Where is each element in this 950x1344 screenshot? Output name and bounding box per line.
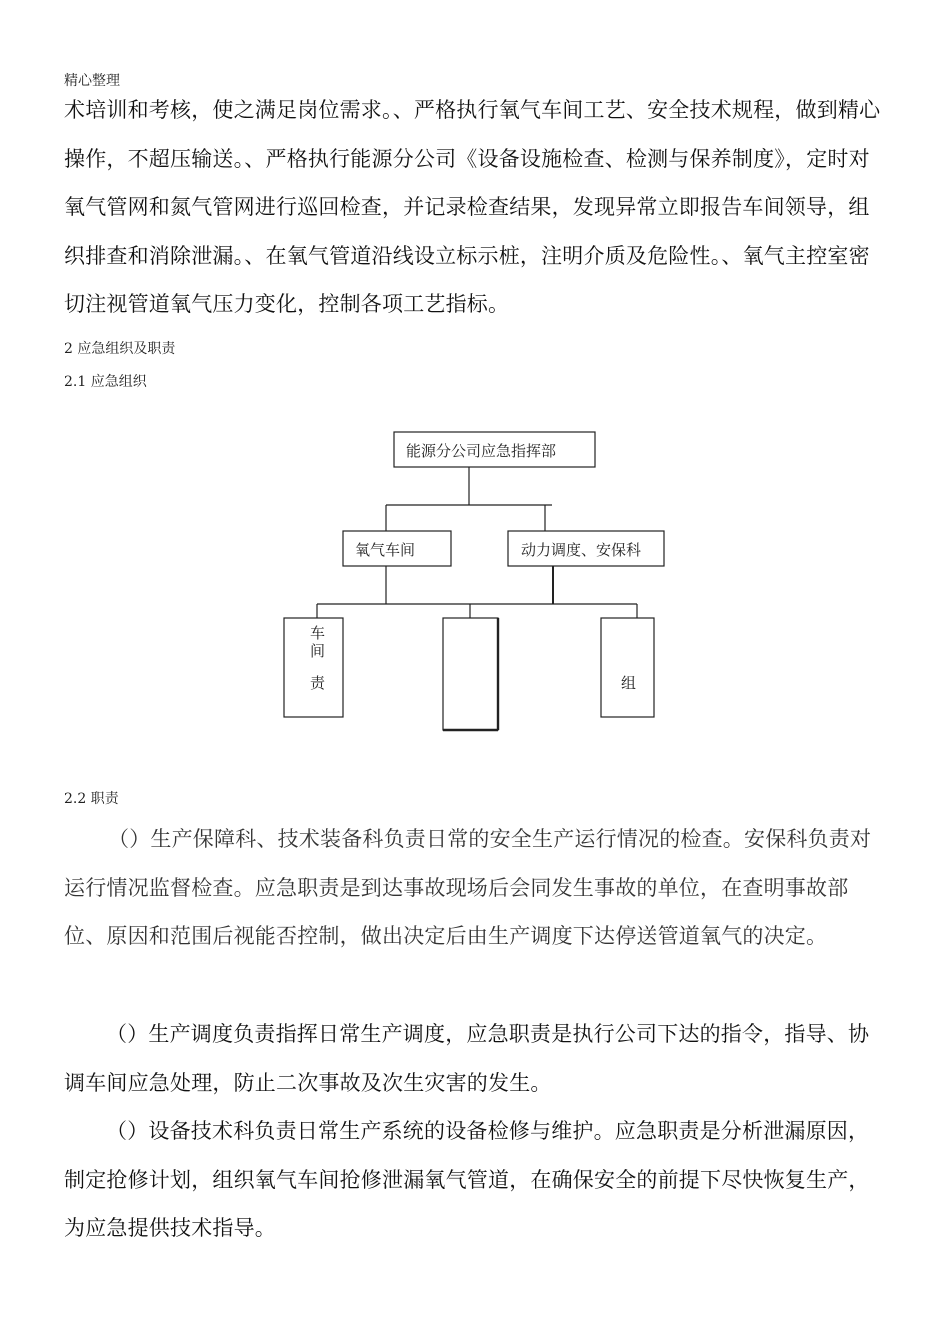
section-2-heading: 2 应急组织及职责 [64, 341, 176, 357]
section-2-2-heading: 2.2 职责 [64, 791, 119, 807]
org-box-mid-right-label: 动力调度、安保科 [521, 541, 642, 559]
page-header: 精心整理 [64, 73, 120, 89]
org-box-leaf-3 [601, 618, 654, 717]
duty-paragraph-3 [64, 1107, 886, 1253]
org-box-leaf-2 [443, 618, 498, 730]
org-box-leaf-1-char: 责 [310, 674, 326, 692]
duty-paragraph-1 [64, 815, 886, 961]
org-box-leaf-1-char: 车 [310, 624, 326, 642]
duty-3-text: （）设备技术科负责日常生产系统的设备检修与维护。应急职责是分析泄漏原因，制定抢修计划，组织氧气车间抢修泄漏氧气管道，在确保安全的前提下尽快恢复生产，为应急提供技术指导。 [64, 1119, 870, 1240]
org-box-top-label: 能源分公司应急指挥部 [406, 442, 557, 460]
intro-paragraph: 术培训和考核，使之满足岗位需求。、严格执行氧气车间工艺、安全技术规程，做到精心操作，不超压输送。、严格执行能源分公司《设备设施检查、检测与保养制度》，定时对氧气管网和氮气管网进行巡回检查，并记录检查结果，发现异常立即报告车间领导，组织排查和消除泄漏。、在氧气管道沿线设立标示桩，注明介质及危险性。、氧气主控室密切注视管道氧气压力变化，控制各项工艺指标。 [64, 98, 881, 316]
section-2-1-heading: 2.1 应急组织 [64, 374, 147, 390]
org-box-mid-left-label: 氧气车间 [355, 541, 416, 559]
duty-2-text: （）生产调度负责指挥日常生产调度，应急职责是执行公司下达的指令，指导、协调车间应急处理，防止二次事故及次生灾害的发生。 [64, 1022, 870, 1095]
duty-1-text: （）生产保障科、技术装备科负责日常的安全生产运行情况的检查。安保科负责对运行情况监督检查。应急职责是到达事故现场后会同发生事故的单位，在查明事故部位、原因和范围后视能否控制，做出决定后由生产调度下达停送管道氧气的决定。 [64, 827, 872, 948]
org-box-leaf-3-char: 组 [621, 674, 637, 692]
org-box-leaf-1-char: 间 [310, 642, 326, 660]
duty-paragraph-2 [64, 1010, 886, 1107]
